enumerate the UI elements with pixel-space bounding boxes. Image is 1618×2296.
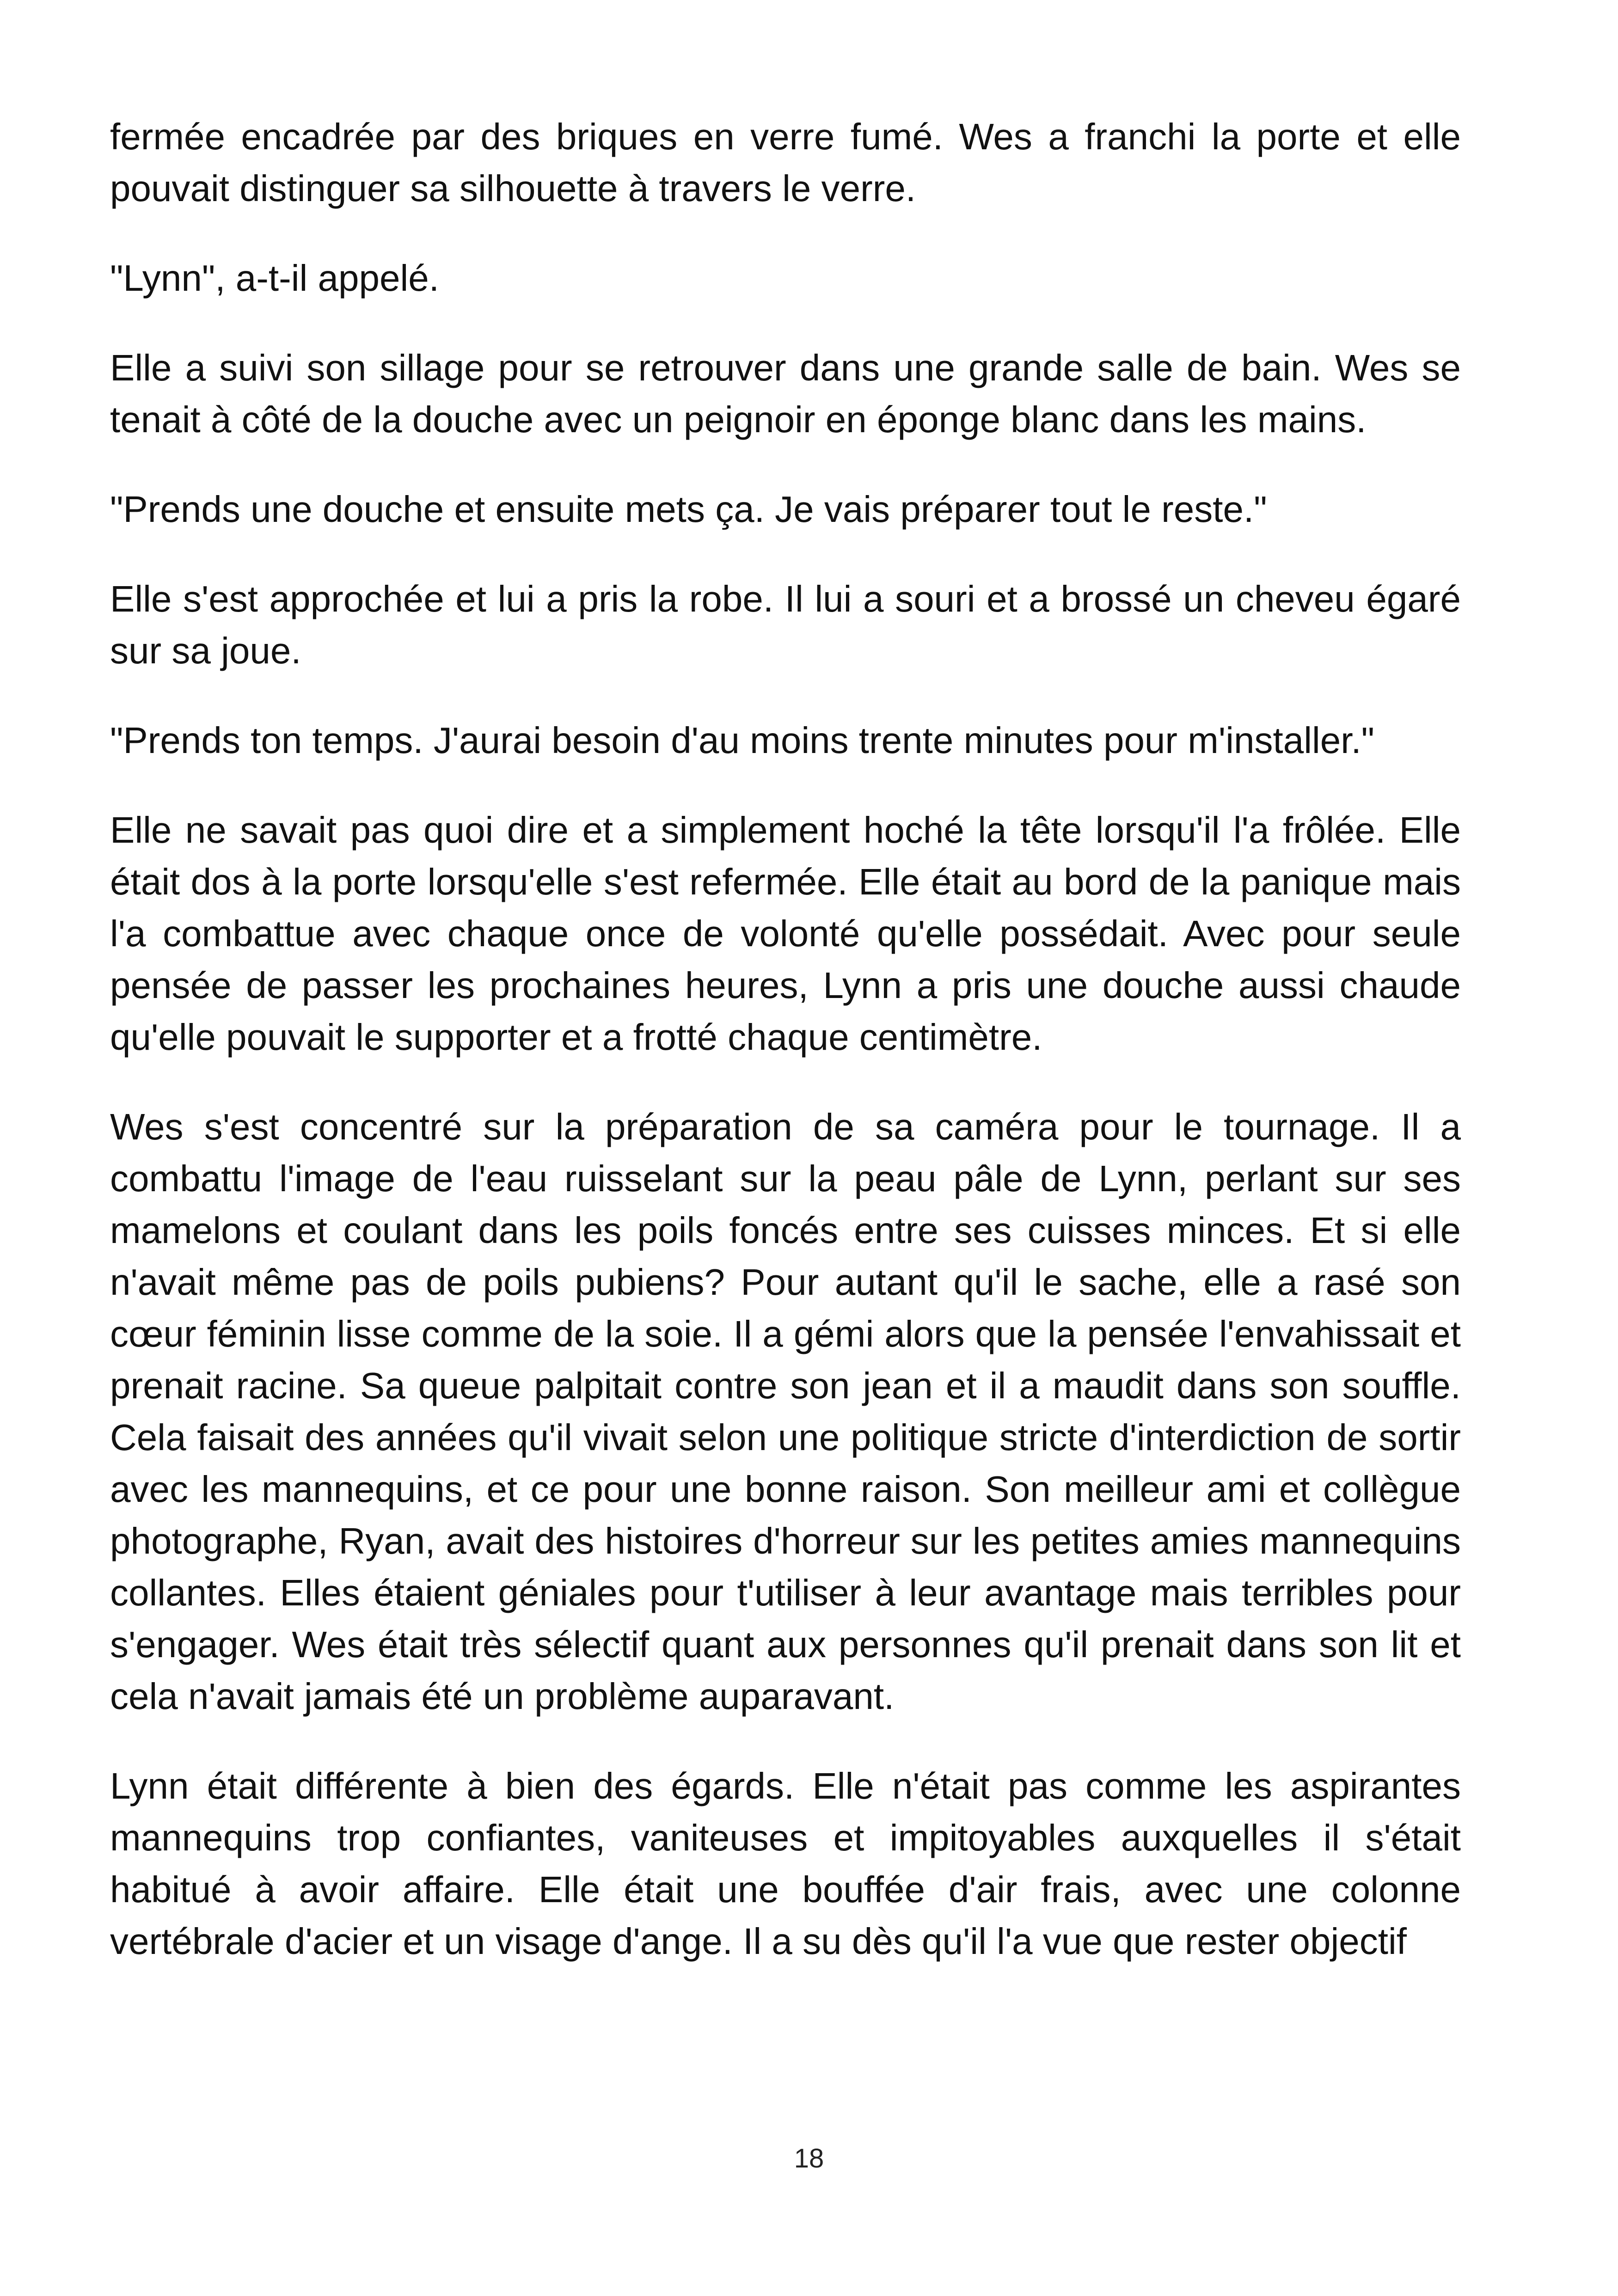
- paragraph-6: "Prends ton temps. J'aurai besoin d'au moins trente minutes pour m'installer.": [110, 720, 1375, 761]
- paragraph-4: "Prends une douche et ensuite mets ça. Je vais préparer tout le reste.": [110, 489, 1267, 530]
- body-text: [110, 111, 1461, 2005]
- paragraph-8: Wes s'est concentré sur la préparation de sa caméra pour le tournage. Il a combattu l'image de l'eau ruisselant sur la peau pâle de Lynn, perlant sur ses mamelons et coulant dans les poils foncés entre ses cuisses minces. Et si elle n'avait même pas de poils pubiens? Pour autant qu'il le sache, elle a rasé son cœur féminin lisse comme de la soie. Il a gémi alors que la pensée l'envahissait et prenait racine. Sa queue palpitait contre son jean et il a maudit dans son souffle. Cela faisait des années qu'il vivait selon une politique stricte d'interdiction de sortir avec les mannequins, et ce pour une bonne raison. Son meilleur ami et collègue photographe, Ryan, avait des histoires d'horreur sur les petites amies mannequins collantes. Elles étaient géniales pour t'utiliser à leur avantage mais terribles pour s'engager. Wes était très sélectif quant aux personnes qu'il prenait dans son lit et cela n'avait jamais été un problème auparavant.: [110, 1106, 1461, 1717]
- paragraph-3: Elle a suivi son sillage pour se retrouver dans une grande salle de bain. Wes se tenait à côté de la douche avec un peignoir en éponge blanc dans les mains.: [110, 347, 1461, 440]
- paragraph-5: Elle s'est approchée et lui a pris la robe. Il lui a souri et a brossé un cheveu égaré sur sa joue.: [110, 578, 1461, 671]
- page-number: 18: [794, 2143, 824, 2174]
- paragraph-9: Lynn était différente à bien des égards. Elle n'était pas comme les aspirantes mannequins trop confiantes, vaniteuses et impitoyables auxquelles il s'était habitué à avoir affaire. Elle était une bouffée d'air frais, avec une colonne vertébrale d'acier et un visage d'ange. Il a su dès qu'il l'a vue que rester objectif: [110, 1765, 1461, 1962]
- paragraph-7: Elle ne savait pas quoi dire et a simplement hoché la tête lorsqu'il l'a frôlée. Elle était dos à la porte lorsqu'elle s'est refermée. Elle était au bord de la panique mais l'a combattue avec chaque once de volonté qu'elle possédait. Avec pour seule pensée de passer les prochaines heures, Lynn a pris une douche aussi chaude qu'elle pouvait le supporter et a frotté chaque centimètre.: [110, 809, 1461, 1058]
- paragraph-1: fermée encadrée par des briques en verre fumé. Wes a franchi la porte et elle pouvait distinguer sa silhouette à travers le verre.: [110, 116, 1461, 209]
- paragraph-2: "Lynn", a-t-il appelé.: [110, 257, 439, 299]
